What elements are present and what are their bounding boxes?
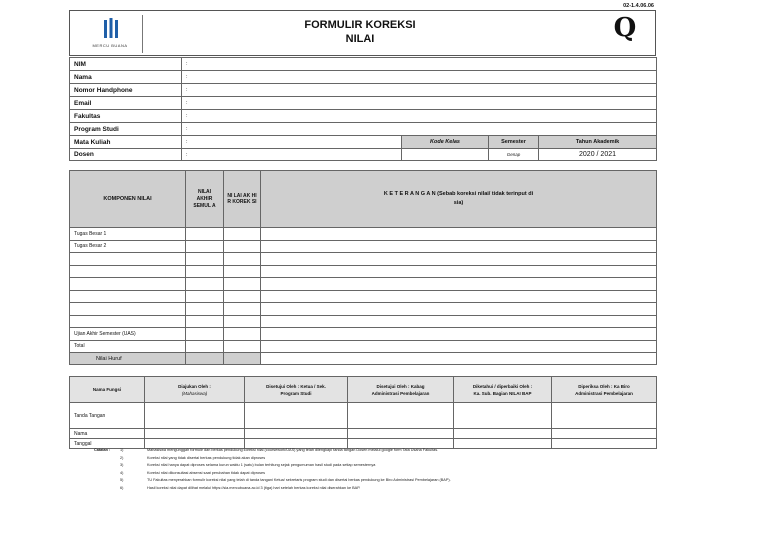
student-info-table [69, 57, 657, 161]
diajukan-header [145, 377, 245, 403]
signature-cell[interactable] [245, 439, 348, 449]
info-sep: : [186, 126, 188, 132]
info-label: NIM [70, 58, 182, 71]
komponen-label [70, 303, 186, 316]
komponen-label: Ujian Akhir Semester (UAS) [70, 328, 186, 341]
nilai-huruf-koreksi[interactable] [224, 353, 261, 365]
dosen-label: Dosen [70, 149, 182, 161]
keterangan-cell[interactable] [261, 328, 657, 341]
info-value[interactable] [182, 71, 657, 84]
komponen-label: Total [70, 340, 186, 353]
note-text: Koreksi nilai yang tidak disertai berkas pendukung tidak akan diproses [147, 455, 266, 460]
info-sep: : [186, 100, 188, 106]
nilai-huruf-label: Nilai Huruf [70, 353, 186, 365]
info-sep: : [186, 113, 188, 119]
info-row [70, 110, 657, 123]
info-value[interactable] [182, 84, 657, 97]
signature-cell[interactable] [245, 429, 348, 439]
keterangan-cell[interactable] [261, 240, 657, 253]
table-row [70, 278, 657, 291]
note-text: Hasil koreksi nilai dapat dilihat melalui https://sia.mercubuana.ac.id 3 (tiga) hari setelah berkas koreksi nilai diserahkan ke BAP. [147, 486, 361, 490]
keterangan-cell[interactable] [261, 253, 657, 266]
nilai-koreksi-cell[interactable] [224, 290, 261, 303]
disetujui-kaprodi-header: Disetujui Oleh : Ketua / Sek. Program Studi [245, 377, 348, 403]
signature-cell[interactable] [145, 439, 245, 449]
nilai-awal-header: NILAI AKHIR SEMUL A [186, 171, 224, 228]
note-number: 4) [120, 470, 124, 475]
signature-row [70, 439, 657, 449]
note-number: 2) [120, 455, 124, 460]
nilai-koreksi-cell[interactable] [224, 265, 261, 278]
disetujui-kabag-header: Disetujui Oleh : Kabag Administrasi Pembelajaran [348, 377, 454, 403]
signature-cell[interactable] [348, 403, 454, 429]
note-text: Koreksi nilai hanya dapat diproses selama kurun waktu 1 (satu) bulan terhitung sejak pengumuman hasil studi pada setiap semesternya [147, 463, 376, 468]
table-row [70, 328, 657, 341]
table-row [70, 240, 657, 253]
signature-cell[interactable] [145, 429, 245, 439]
info-value[interactable] [182, 110, 657, 123]
info-value[interactable] [182, 123, 657, 136]
note-number: 3) [120, 463, 124, 468]
komponen-label [70, 315, 186, 328]
logo [78, 15, 143, 53]
signature-cell[interactable] [245, 403, 348, 429]
signature-cell[interactable] [454, 403, 552, 429]
info-sep: : [186, 87, 188, 93]
nilai-koreksi-cell[interactable] [224, 240, 261, 253]
info-row [70, 71, 657, 84]
keterangan-cell[interactable] [261, 265, 657, 278]
diajukan-sub: (Mahasiswa) [181, 390, 208, 396]
document-code: 02-1.4.06.06 [623, 3, 654, 9]
tahun-akademik-value: 2020 / 2021 [539, 149, 657, 161]
nilai-awal-cell[interactable] [186, 253, 224, 266]
nilai-awal-cell[interactable] [186, 228, 224, 241]
keterangan-cell[interactable] [261, 278, 657, 291]
info-sep: : [186, 151, 188, 158]
note-number: 1) [120, 448, 124, 452]
info-row [70, 123, 657, 136]
mata-kuliah-label: Mata Kuliah [70, 136, 182, 149]
signature-cell[interactable] [145, 403, 245, 429]
signature-cell[interactable] [552, 403, 657, 429]
info-sep: : [186, 139, 188, 145]
title-line-1: FORMULIR KOREKSI [304, 19, 416, 31]
signature-row-label: Tanda Tangan [70, 403, 145, 429]
logo-text: MERCU BUANA [92, 43, 128, 48]
info-sep: : [186, 74, 188, 80]
tahun-akademik-label: Tahun Akademik [539, 136, 657, 149]
komponen-label [70, 290, 186, 303]
note-text: Koreksi nilai dikonsultasi absensi saat perubahan tidak dapat diproses [147, 470, 265, 475]
keterangan-cell[interactable] [261, 315, 657, 328]
table-row [70, 290, 657, 303]
info-row [70, 84, 657, 97]
catatan-label: Catatan : [94, 448, 111, 452]
komponen-label: Tugas Besar 1 [70, 228, 186, 241]
nilai-koreksi-cell[interactable] [224, 303, 261, 316]
nilai-awal-cell[interactable] [186, 265, 224, 278]
title-line-2: NILAI [345, 33, 375, 45]
komponen-label [70, 265, 186, 278]
keterangan-header: K E T E R A N G A N (Sebab koreksi nilai/ tidak terinput di sia) [261, 171, 657, 228]
signature-table [69, 376, 657, 449]
signature-cell[interactable] [348, 439, 454, 449]
komponen-label [70, 278, 186, 291]
form-header [69, 10, 656, 56]
info-row [70, 58, 657, 71]
mata-kuliah-value[interactable] [182, 136, 402, 149]
signature-cell[interactable] [552, 439, 657, 449]
info-label: Program Studi [70, 123, 182, 136]
table-row [70, 315, 657, 328]
note-number: 6) [120, 486, 124, 490]
nilai-koreksi-cell[interactable] [224, 328, 261, 341]
keterangan-cell[interactable] [261, 340, 657, 353]
nama-fungsi-header: Nama Fungsi [70, 377, 145, 403]
info-label: Fakultas [70, 110, 182, 123]
table-row [70, 253, 657, 266]
form-title [270, 18, 450, 46]
signature-row [70, 403, 657, 429]
info-label: Nama [70, 71, 182, 84]
keterangan-cell[interactable] [261, 290, 657, 303]
nilai-koreksi-cell[interactable] [224, 253, 261, 266]
nilai-awal-cell[interactable] [186, 328, 224, 341]
komponen-label [70, 253, 186, 266]
table-row [70, 265, 657, 278]
semester-label: Semester [489, 136, 539, 149]
signature-cell[interactable] [454, 429, 552, 439]
nilai-awal-cell[interactable] [186, 340, 224, 353]
info-row [70, 97, 657, 110]
table-row [70, 303, 657, 316]
table-row [70, 228, 657, 241]
signature-cell[interactable] [454, 439, 552, 449]
nilai-huruf-keterangan[interactable] [261, 353, 657, 365]
signature-row [70, 429, 657, 439]
keterangan-cell[interactable] [261, 303, 657, 316]
komponen-label: Tugas Besar 2 [70, 240, 186, 253]
nilai-koreksi-cell[interactable] [224, 315, 261, 328]
info-value[interactable] [182, 58, 657, 71]
signature-row-label: Nama [70, 429, 145, 439]
signature-cell[interactable] [552, 429, 657, 439]
signature-cell[interactable] [348, 429, 454, 439]
signature-row-label: Tanggal [70, 439, 145, 449]
note-text: TU Fakultas menyerahkan formulir koreksi nilai yang telah di tanda tangani Ketua/ sekretaris program studi dan disertai berkas pendukung ke Biro Administrasi Pembelajaran (BAP). [147, 478, 451, 483]
nilai-awal-cell[interactable] [186, 315, 224, 328]
nilai-awal-cell[interactable] [186, 303, 224, 316]
nilai-koreksi-header: NI LAI AK HI R KOREK SI [224, 171, 261, 228]
q-mark: Q [613, 13, 637, 43]
info-value[interactable] [182, 97, 657, 110]
mercu-buana-logo-icon [103, 18, 119, 40]
nilai-huruf-awal[interactable] [186, 353, 224, 365]
dosen-value[interactable] [182, 149, 402, 161]
keterangan-cell[interactable] [261, 228, 657, 241]
kode-kelas-value[interactable] [402, 149, 489, 161]
info-sep: : [186, 61, 188, 67]
info-label: Email [70, 97, 182, 110]
nilai-awal-cell[interactable] [186, 278, 224, 291]
grades-table [69, 170, 657, 365]
diperiksa-header: Diperiksa Oleh : Ka Biro Administrasi Pembelajaran [552, 377, 657, 403]
nilai-koreksi-cell[interactable] [224, 278, 261, 291]
note-number: 5) [120, 478, 124, 483]
semester-value: Genap [489, 149, 539, 161]
info-label: Nomor Handphone [70, 84, 182, 97]
diajukan-label: Diajukan Oleh : [178, 383, 211, 389]
nilai-koreksi-cell[interactable] [224, 340, 261, 353]
nilai-koreksi-cell[interactable] [224, 228, 261, 241]
nilai-awal-cell[interactable] [186, 240, 224, 253]
nilai-awal-cell[interactable] [186, 290, 224, 303]
komponen-nilai-header: KOMPONEN NILAI [70, 171, 186, 228]
diketahui-header: Diketahui / diperbaiki Oleh : Ka. Sub. Bagian NILAI BAP [454, 377, 552, 403]
table-row [70, 340, 657, 353]
kode-kelas-label: Kode Kelas [402, 136, 489, 149]
note-text: Mahasiswa mengunggah formulir dan berkas pendukung koreksi nilai (coursework/UAS) yang telah dilengkapi tanda tangan Dosen melalui google form Tata Usaha Fakultas. [147, 448, 439, 452]
